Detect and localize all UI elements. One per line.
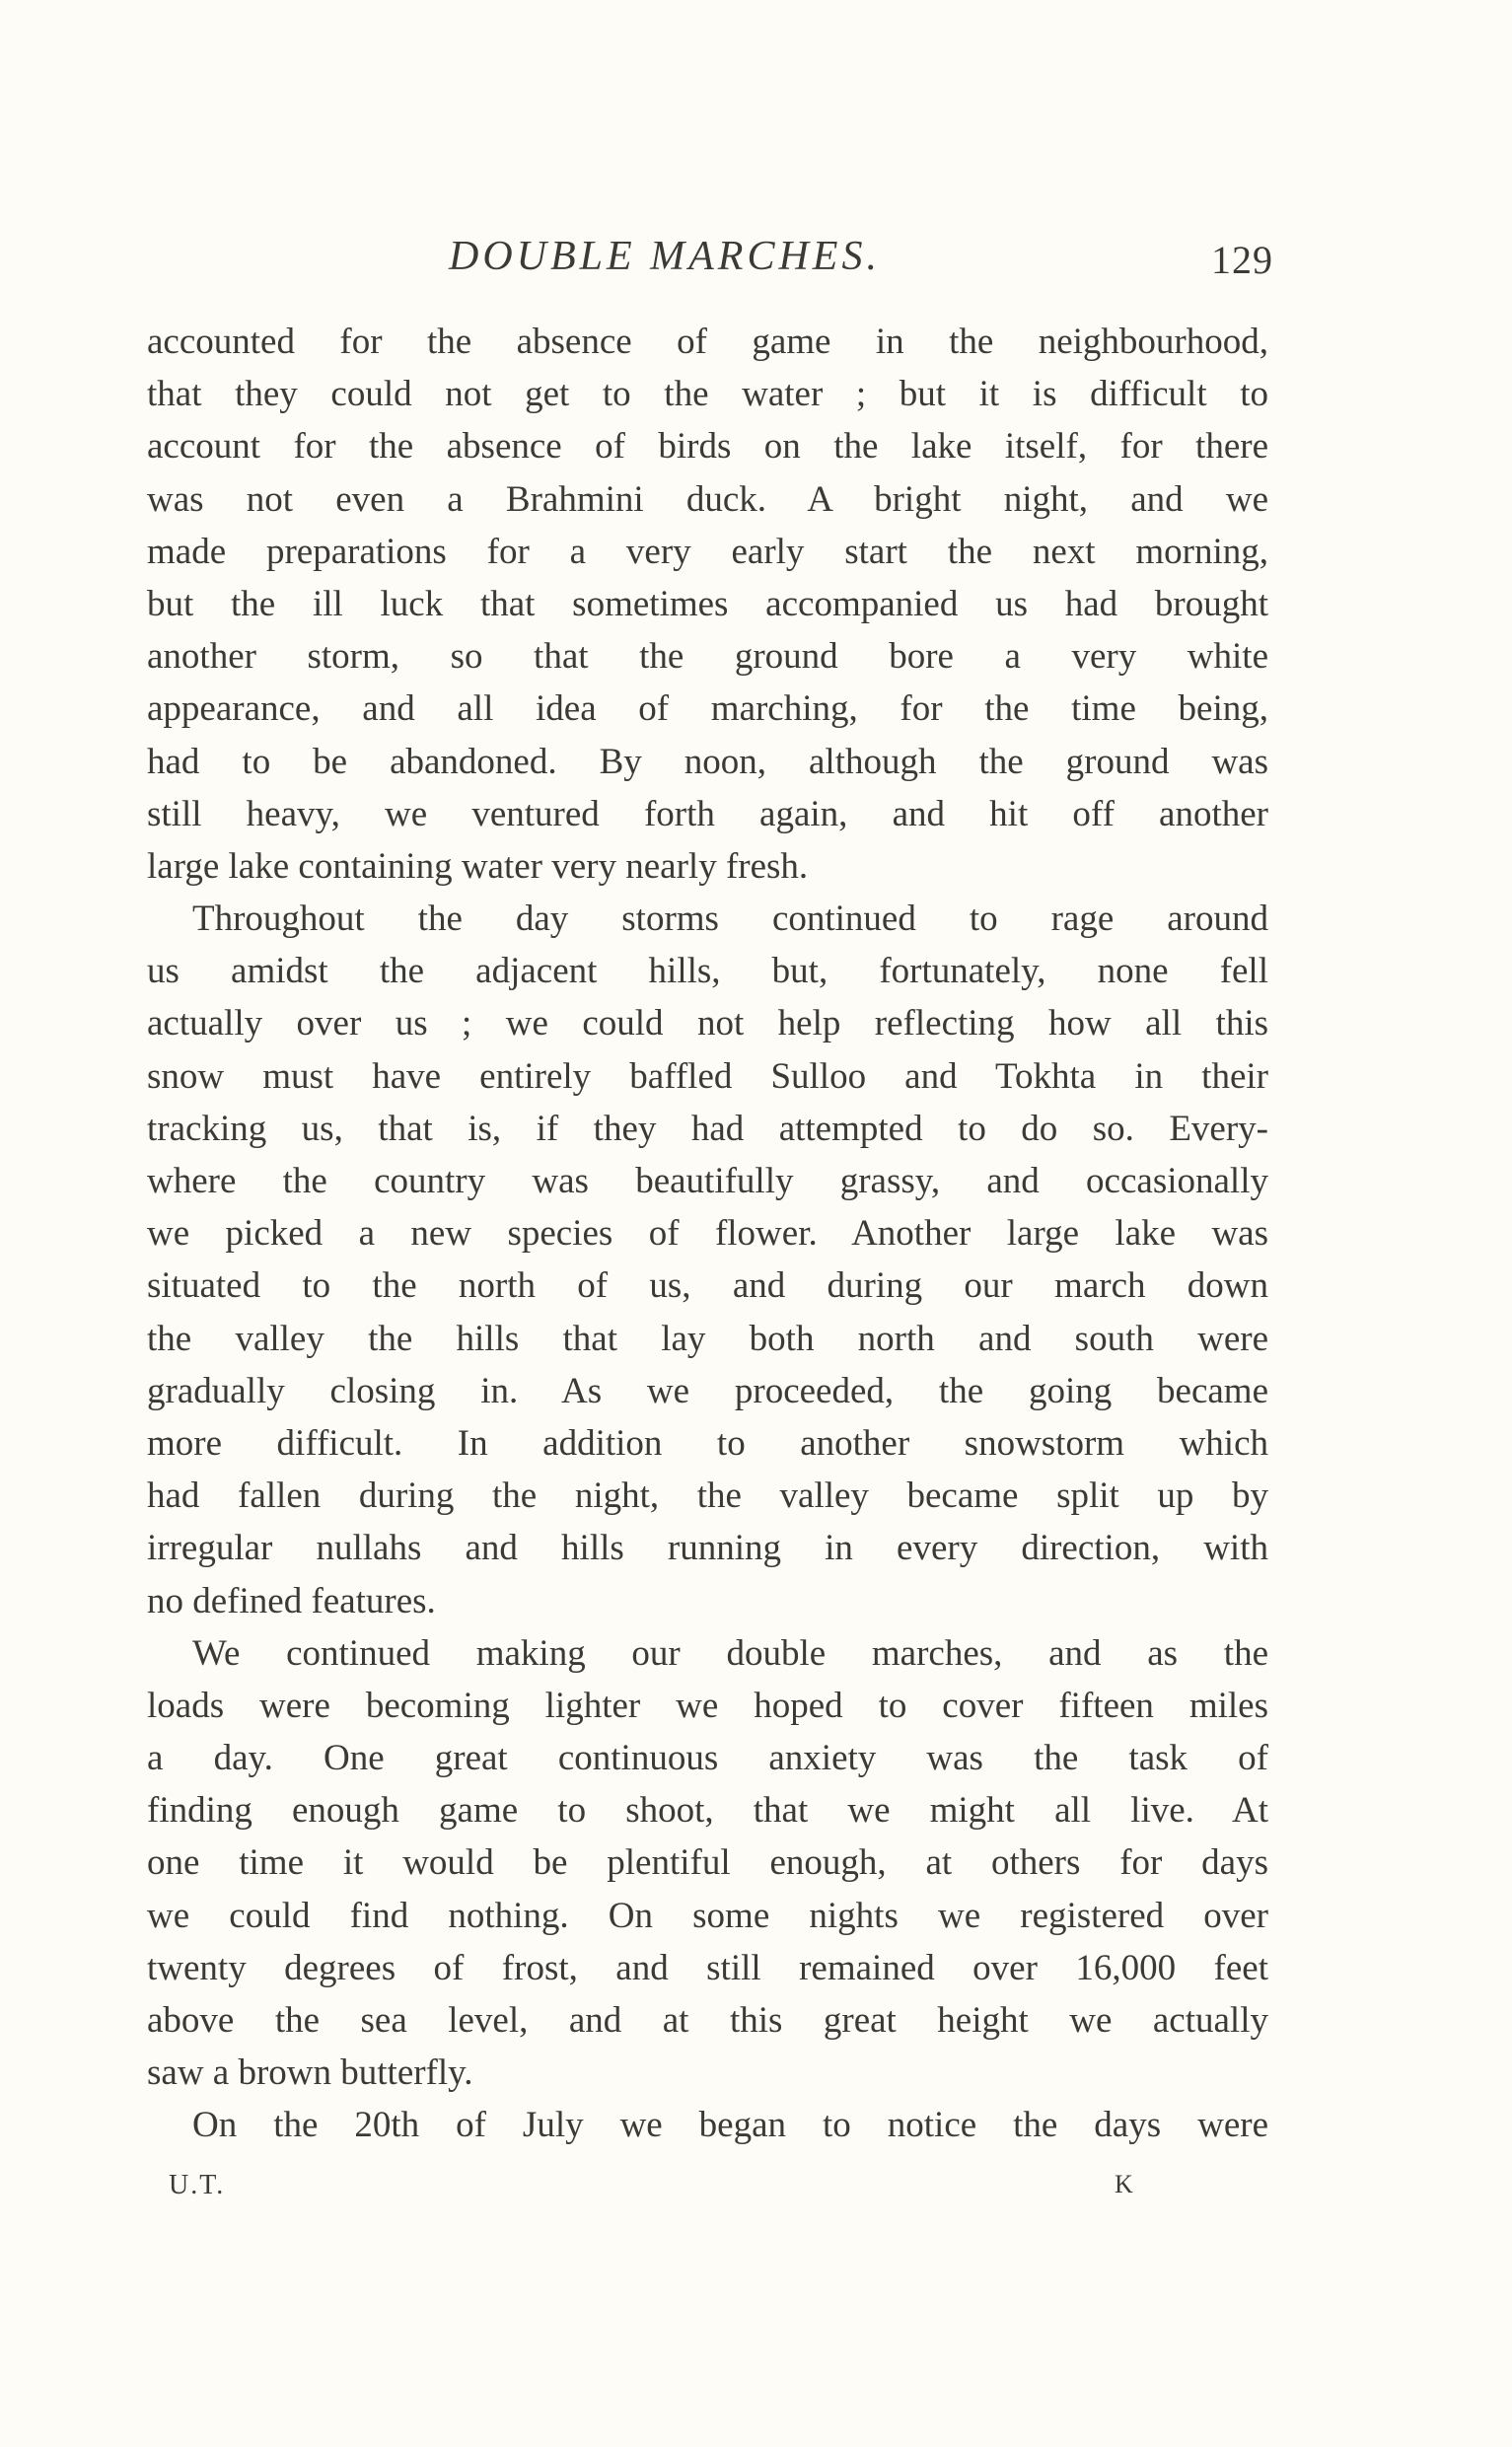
text-line: one time it would be plentiful enough, at others for days bbox=[147, 1842, 1268, 1884]
text-line: appearance, and all idea of marching, for the time being, bbox=[147, 688, 1268, 730]
text-line: more difficult. In addition to another snowstorm which bbox=[147, 1422, 1268, 1464]
running-head bbox=[0, 233, 1512, 288]
text-line: saw a brown butterfly. bbox=[147, 2052, 473, 2094]
text-line: above the sea level, and at this great height we actually bbox=[147, 2000, 1268, 2041]
paragraph bbox=[147, 1627, 1268, 2100]
text-line: twenty degrees of frost, and still remained over 16,000 feet bbox=[147, 1947, 1268, 1988]
text-line: gradually closing in. As we proceeded, the going became bbox=[147, 1370, 1268, 1411]
signature-letter: K bbox=[1115, 2170, 1133, 2198]
text-line: us amidst the adjacent hills, but, fortunately, none fell bbox=[147, 951, 1268, 992]
text-line: but the ill luck that sometimes accompanied us had brought bbox=[147, 583, 1268, 624]
text-line: tracking us, that is, if they had attempted to do so. Every- bbox=[147, 1108, 1268, 1149]
text-line: Throughout the day storms continued to rage around bbox=[192, 899, 1268, 940]
text-line: no defined features. bbox=[147, 1580, 436, 1621]
text-line: the valley the hills that lay both north and south were bbox=[147, 1318, 1268, 1359]
text-line: another storm, so that the ground bore a very white bbox=[147, 636, 1268, 678]
text-line: loads were becoming lighter we hoped to cover fifteen miles bbox=[147, 1685, 1268, 1726]
text-line: finding enough game to shoot, that we might all live. At bbox=[147, 1790, 1268, 1832]
text-line: snow must have entirely baffled Sulloo and Tokhta in their bbox=[147, 1055, 1268, 1097]
text-line: had to be abandoned. By noon, although the ground was bbox=[147, 741, 1268, 782]
text-line: that they could not get to the water ; but it is difficult to bbox=[147, 374, 1268, 415]
text-line: We continued making our double marches, and as the bbox=[192, 1632, 1268, 1674]
text-line: we could find nothing. On some nights we registered over bbox=[147, 1895, 1268, 1936]
text-line: had fallen during the night, the valley became split up by bbox=[147, 1475, 1268, 1517]
text-line: we picked a new species of flower. Another large lake was bbox=[147, 1213, 1268, 1255]
text-line: was not even a Brahmini duck. A bright night, and we bbox=[147, 478, 1268, 520]
text-line: accounted for the absence of game in the neighbourhood, bbox=[147, 322, 1268, 362]
running-title: DOUBLE MARCHES. bbox=[449, 234, 881, 279]
text-line: still heavy, we ventured forth again, and hit off another bbox=[147, 793, 1268, 834]
body-text bbox=[147, 316, 1268, 2152]
text-line: irregular nullahs and hills running in every direction, with bbox=[147, 1528, 1268, 1569]
text-line: a day. One great continuous anxiety was the task of bbox=[147, 1738, 1268, 1779]
text-line: account for the absence of birds on the lake itself, for there bbox=[147, 426, 1268, 468]
text-line: where the country was beautifully grassy, and occasionally bbox=[147, 1161, 1268, 1201]
paragraph bbox=[147, 316, 1268, 893]
paragraph bbox=[147, 2099, 1268, 2151]
text-line: large lake containing water very nearly fresh. bbox=[147, 845, 809, 887]
text-line: made preparations for a very early start the next morning, bbox=[147, 531, 1268, 572]
text-line: actually over us ; we could not help reflecting how all this bbox=[147, 1003, 1268, 1044]
signature-mark: U.T. bbox=[169, 2170, 226, 2200]
page-number: 129 bbox=[1211, 238, 1273, 282]
text-line: On the 20th of July we began to notice the days were bbox=[192, 2105, 1268, 2146]
text-line: situated to the north of us, and during our march down bbox=[147, 1265, 1268, 1307]
paragraph bbox=[147, 893, 1268, 1627]
